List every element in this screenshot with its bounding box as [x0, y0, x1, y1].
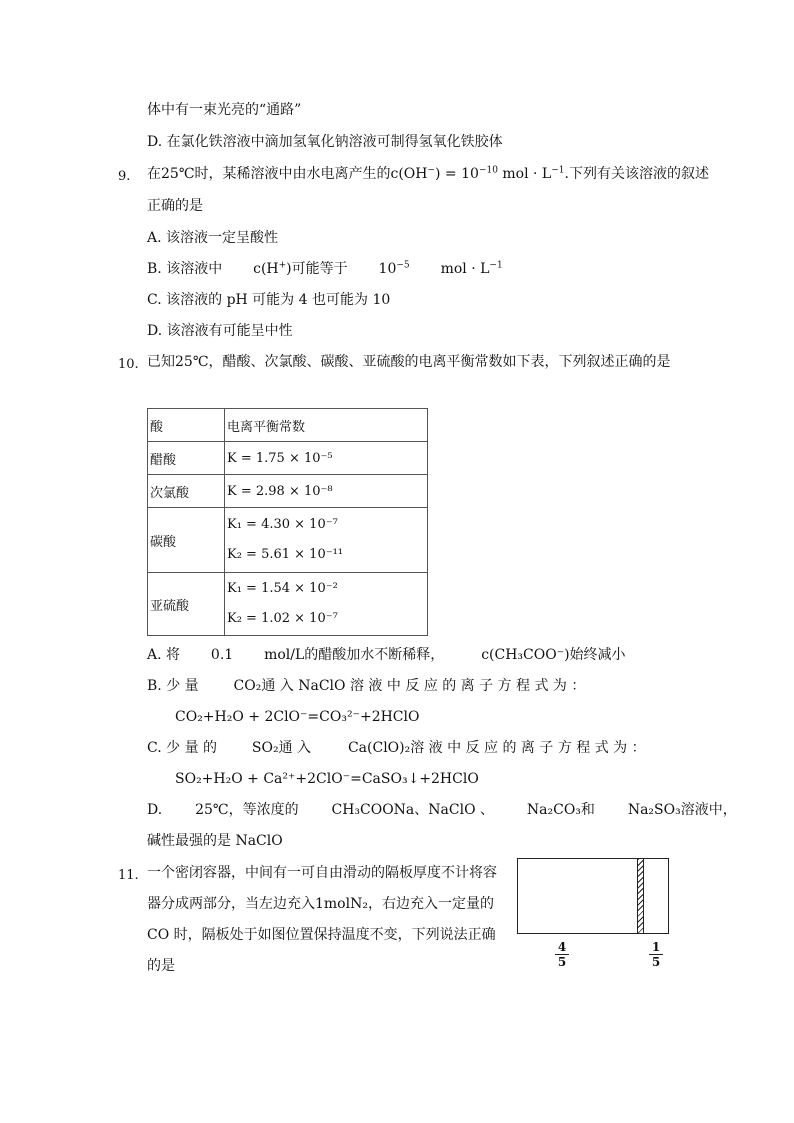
sliding-partition [637, 859, 644, 933]
constant-k2: K₂ = 1.02 × 10⁻⁷ [227, 611, 338, 626]
acid-name: 碳酸 [148, 508, 225, 573]
constant-k1: K₁ = 4.30 × 10⁻⁷ [227, 517, 338, 532]
table-row [148, 442, 428, 475]
table-row [148, 573, 428, 636]
table-header-row [148, 409, 428, 442]
q11-stem-line1: 一个密闭容器，中间有一可自由滑动的隔板厚度不计将容 [147, 865, 497, 881]
q10-option-c-equation: SO₂+H₂O + Ca²⁺+2ClO⁻=CaSO₃↓+2HClO [175, 771, 479, 787]
q10-option-b: B. 少 量 CO₂通 入 NaClO 溶 液 中 反 应 的 离 子 方 程 式 为 ： [147, 678, 586, 694]
q11-stem-line2: 器分成两部分，当左边充入1molN₂，右边充入一定量的 [147, 896, 494, 912]
q9-option-c: C. 该溶液的 pH 可能为 4 也可能为 10 [147, 292, 391, 308]
q10-option-d-line2: 碱性最强的是 NaClO [147, 833, 283, 849]
q10-option-a: A. 将 0.1 mol/L的醋酸加水不断稀释， c(CH₃COO⁻)始终减小 [147, 647, 626, 663]
table-header-acid: 酸 [148, 409, 225, 442]
constant-k2: K₂ = 5.61 × 10⁻¹¹ [227, 547, 344, 562]
q10-option-d: D. 25℃，等浓度的 CH₃COONa、NaClO 、 Na₂CO₃和 Na₂SO₃溶液中， [147, 802, 737, 818]
q11-stem-line4: 的是 [147, 958, 175, 974]
q8-option-d: D. 在氯化铁溶液中滴加氢氧化钠溶液可制得氢氧化铁胶体 [147, 134, 503, 150]
q10-stem: 已知25℃，醋酸、次氯酸、碳酸、亚硫酸的电离平衡常数如下表，下列叙述正确的是 [147, 354, 671, 370]
acid-name: 亚硫酸 [148, 573, 225, 636]
acid-name: 次氯酸 [148, 475, 225, 508]
table-row [148, 508, 428, 573]
q9-option-b: B. 该溶液中 c(H+)可能等于 $10^{-5}$ mol · $L^{-1}$ [147, 260, 503, 277]
table-header-constant: 电离平衡常数 [225, 409, 428, 442]
q10-number: 10. [118, 357, 139, 372]
ionization-constant: K = 2.98 × 10⁻⁸ [225, 475, 428, 508]
q9-stem: 在25℃时，某稀溶液中由水电离产生的$c(OH^-) = 10^{-10}$ mol · $L^{-1}$.下列有关该溶液的叙述 [147, 165, 709, 182]
table-row [148, 475, 428, 508]
constant-k1: K₁ = 1.54 × 10⁻² [227, 581, 338, 596]
q9-stem-line2: 正确的是 [147, 198, 203, 214]
q9-number: 9. [118, 169, 131, 184]
fraction-right-one-fifth: $\frac{1}{5}$ [649, 940, 663, 969]
q9-option-d: D. 该溶液有可能呈中性 [147, 323, 293, 339]
q9-option-a: A. 该溶液一定呈酸性 [147, 230, 279, 246]
ionization-constant [225, 508, 428, 573]
fraction-left-four-fifths: $\frac{4}{5}$ [555, 940, 569, 969]
q11-stem-line3: CO 时，隔板处于如图位置保持温度不变，下列说法正确 [147, 927, 496, 943]
ionization-constant [225, 573, 428, 636]
q8-continued-line: 体中有一束光亮的“通路” [147, 102, 302, 118]
acid-name: 醋酸 [148, 442, 225, 475]
sealed-container-diagram [517, 858, 669, 934]
q10-option-b-equation: CO₂+H₂O + 2ClO⁻=CO₃²⁻+2HClO [175, 709, 420, 725]
ionization-constant-table [147, 408, 428, 636]
q11-number: 11. [118, 868, 139, 883]
ionization-constant: K = 1.75 × 10⁻⁵ [225, 442, 428, 475]
q10-option-c: C. 少 量 的 SO₂通 入 Ca(ClO)₂溶 液 中 反 应 的 离 子 方 程 式 为 ： [147, 740, 646, 756]
